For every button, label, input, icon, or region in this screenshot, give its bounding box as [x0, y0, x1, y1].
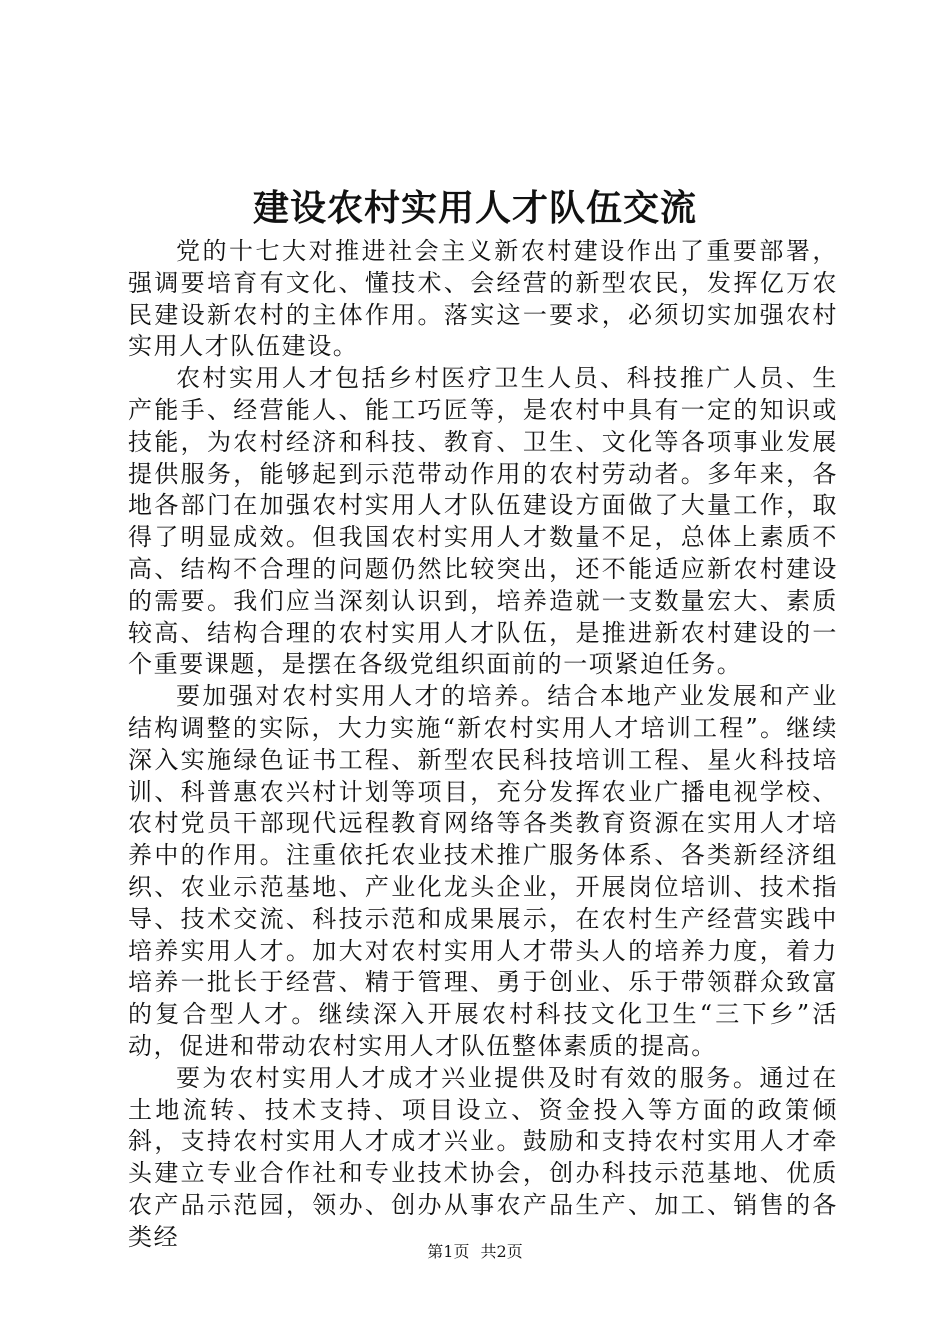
- page-footer: [0, 1240, 950, 1264]
- current-page-number: 第1页: [427, 1242, 470, 1261]
- document-title: 建设农村实用人才队伍交流: [252, 187, 697, 229]
- total-pages: 共2页: [480, 1242, 523, 1261]
- paragraph-3: 要加强对农村实用人才的培养。结合本地产业发展和产业结构调整的实际，大力实施“新农村实用人才培训工程”。继续深入实施绿色证书工程、新型农民科技培训工程、星火科技培训、科普惠农兴村计划等项目，充分发挥农业广播电视学校、农村党员干部现代远程教育网络等各类教育资源在实用人才培养中的作用。注重依托农业技术推广服务体系、各类新经济组织、农业示范基地、产业化龙头企业，开展岗位培训、技术指导、技术交流、科技示范和成果展示，在农村生产经营实践中培养实用人才。加大对农村实用人才带头人的培养力度，着力培养一批长于经营、精于管理、勇于创业、乐于带领群众致富的复合型人才。继续深入开展农村科技文化卫生“三下乡”活动，促进和带动农村实用人才队伍整体素质的提高。: [128, 682, 838, 1060]
- paragraph-2: 农村实用人才包括乡村医疗卫生人员、科技推广人员、生产能手、经营能人、能工巧匠等，是农村中具有一定的知识或技能，为农村经济和科技、教育、卫生、文化等各项事业发展提供服务，能够起到示范带动作用的农村劳动者。多年来，各地各部门在加强农村实用人才队伍建设方面做了大量工作，取得了明显成效。但我国农村实用人才数量不足，总体上素质不高、结构不合理的问题仍然比较突出，还不能适应新农村建设的需要。我们应当深刻认识到，培养造就一支数量宏大、素质较高、结构合理的农村实用人才队伍，是推进新农村建设的一个重要课题，是摆在各级党组织面前的一项紧迫任务。: [128, 364, 838, 679]
- paragraph-1: 党的十七大对推进社会主义新农村建设作出了重要部署，强调要培育有文化、懂技术、会经营的新型农民，发挥亿万农民建设新农村的主体作用。落实这一要求，必须切实加强农村实用人才队伍建设。: [128, 237, 838, 361]
- paragraph-4: 要为农村实用人才成才兴业提供及时有效的服务。通过在土地流转、技术支持、项目设立、资金投入等方面的政策倾斜，支持农村实用人才成才兴业。鼓励和支持农村实用人才牵头建立专业合作社和专业技术协会，创办科技示范基地、优质农产品示范园，领办、创办从事农产品生产、加工、销售的各类经: [128, 1063, 838, 1251]
- document-body: [128, 236, 838, 1254]
